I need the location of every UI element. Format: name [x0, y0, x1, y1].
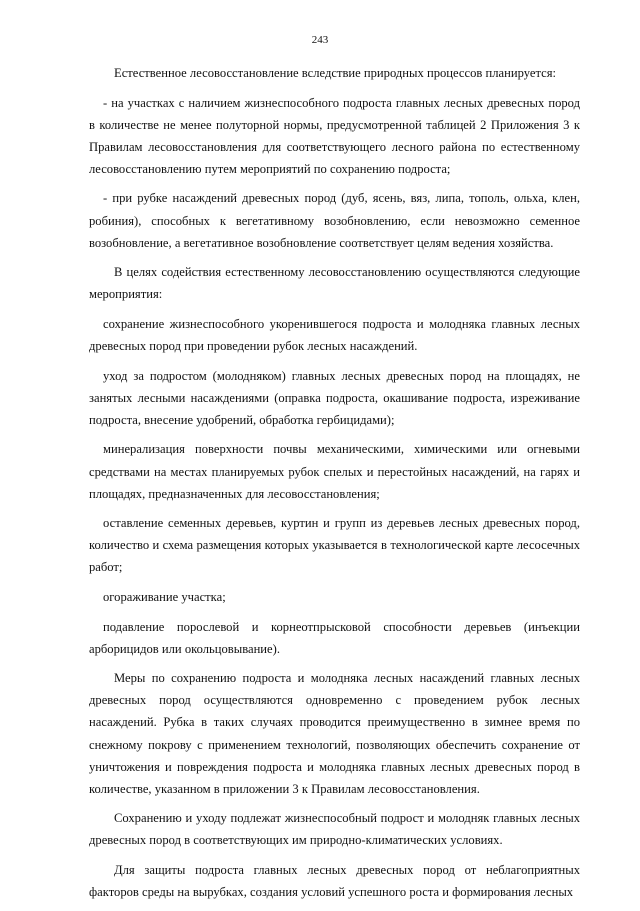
paragraph-bullet-undergrowth: - на участках с наличием жизнеспособного подроста главных лесных древесных пород в количестве не менее полуторной нормы, предусмотренной таблицей 2 Приложения 3 к Правилам лесовосстановления для соответствующего лесного района по естественному лесовосстановлению путем мероприятий по сохранению подроста; [89, 95, 580, 176]
page-number: 243 [311, 34, 329, 46]
paragraph-measures-intro: В целях содействия естественному лесовосстановлению осуществляются следующие мероприятия: [89, 265, 580, 302]
paragraph-bullet-vegetative: - при рубке насаждений древесных пород (дуб, ясень, вяз, липа, тополь, ольха, клен, робиния), способных к вегетативному возобновлению, если невозможно семенное возобновление, а вегетативное возобновление соответствует целям ведения хозяйства. [89, 191, 580, 250]
paragraph-subject-to-care: Сохранению и уходу подлежат жизнеспособный подрост и молодняк главных лесных древесных пород в соответствующих им природно-климатических условиях. [89, 811, 580, 848]
paragraph-preservation-measures: Меры по сохранению подроста и молодняка лесных насаждений главных лесных древесных пород осуществляются одновременно с проведением рубок лесных насаждений. Рубка в таких случаях проводится преимущественно в зимнее время по снежному покрову с применением технологий, позволяющих обеспечить сохранение от уничтожения и повреждения подроста и молодняка главных лесных древесных пород в количестве, указанном в приложении 3 к Правилам лесовосстановления. [89, 671, 580, 796]
paragraph-measure-fencing: огораживание участка; [103, 589, 226, 604]
document-body [89, 62, 580, 911]
paragraph-measure-suppression: подавление порослевой и корнеотпрысковой способности деревьев (инъекции арборицидов или окольцовывание). [89, 619, 580, 656]
paragraph-measure-mineralization: минерализация поверхности почвы механическими, химическими или огневыми средствами на местах планируемых рубок спелых и перестойных насаждений, на гарях и площадях, предназначенных для лесовосстановления; [89, 442, 580, 501]
paragraph-intro: Естественное лесовосстановление вследствие природных процессов планируется: [114, 66, 556, 80]
paragraph-measure-seed-trees: оставление семенных деревьев, куртин и групп из деревьев лесных древесных пород, количество и схема размещения которых указывается в технологической карте лесосечных работ; [89, 516, 580, 575]
paragraph-protection: Для защиты подроста главных лесных древесных пород от неблагоприятных факторов среды на вырубках, создания условий успешного роста и формирования лесных [89, 863, 580, 900]
paragraph-measure-care: уход за подростом (молодняком) главных лесных древесных пород на площадях, не занятых лесными насаждениями (оправка подроста, окашивание подроста, изреживание подроста, внесение удобрений, обработка гербицидами); [89, 368, 580, 427]
paragraph-measure-preservation: сохранение жизнеспособного укоренившегося подроста и молодняка главных лесных древесных пород при проведении рубок лесных насаждений. [89, 316, 580, 354]
